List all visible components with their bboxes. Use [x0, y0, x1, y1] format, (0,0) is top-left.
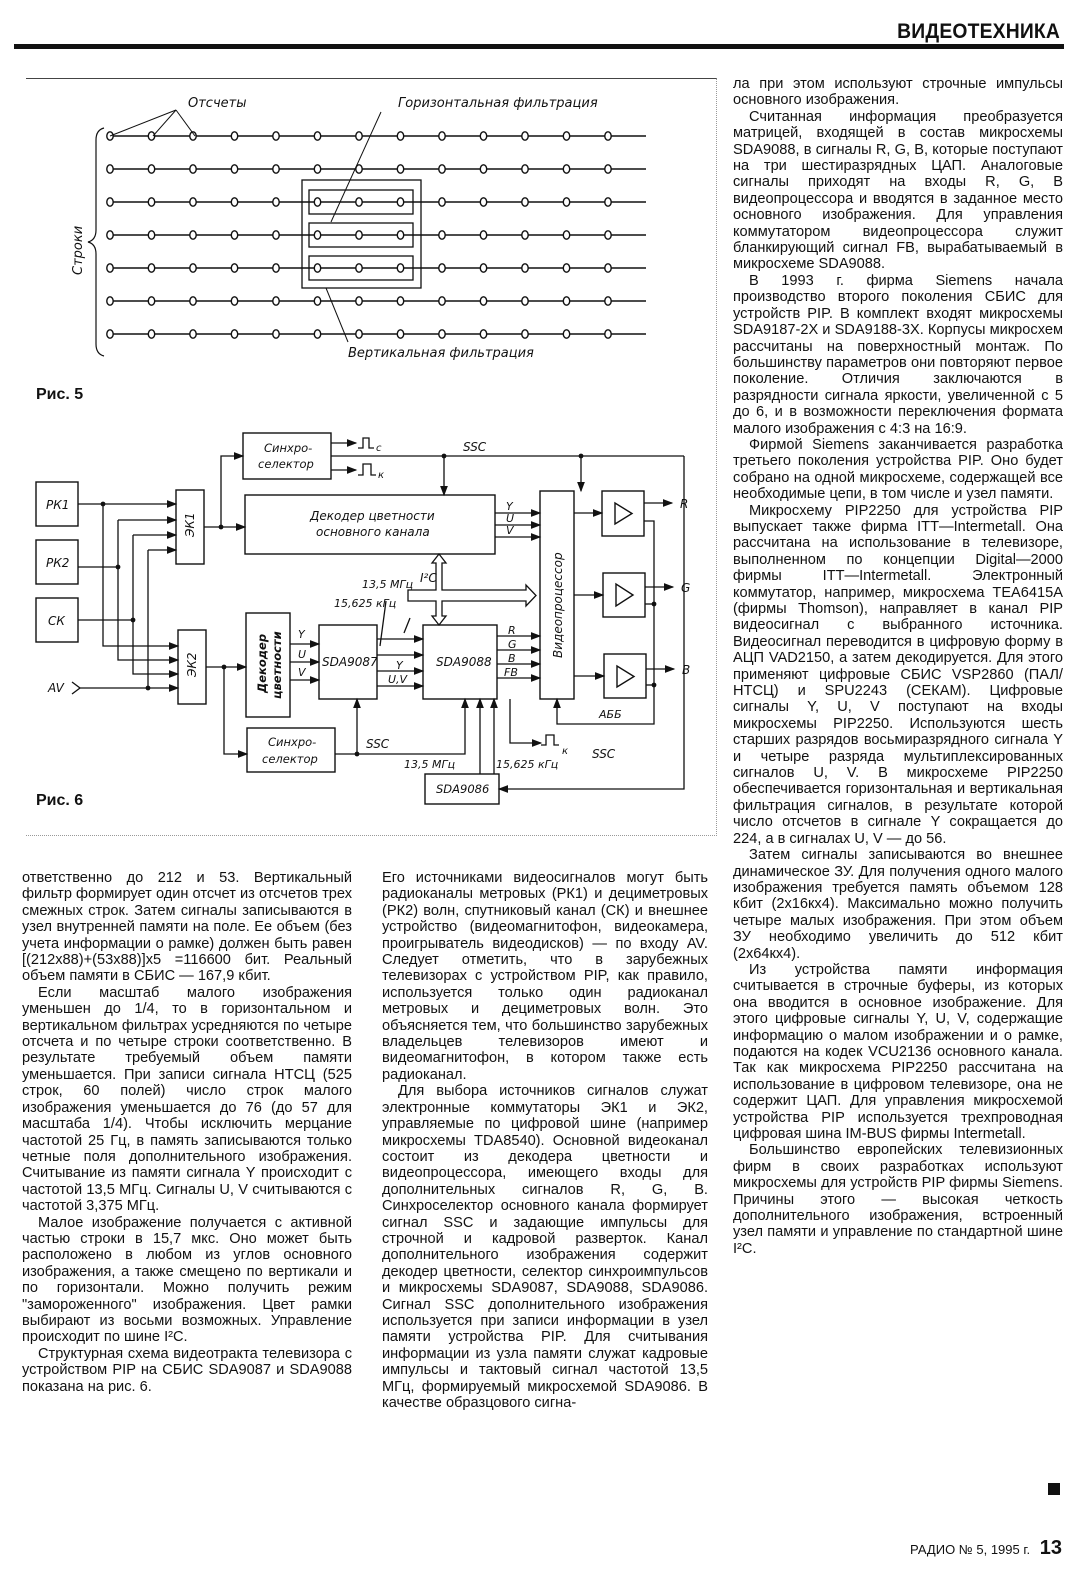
sample-point: [273, 330, 279, 338]
sample-point: [605, 198, 611, 206]
sample-point: [480, 231, 486, 239]
label-main-decoder-2: основного канала: [316, 525, 430, 539]
label-sda9086: SDA9086: [436, 782, 490, 796]
sample-point: [439, 264, 445, 272]
sample-point: [439, 132, 445, 140]
label-sync-aux-1: Синхро-: [268, 735, 317, 749]
sample-point: [480, 330, 486, 338]
signal-13-5mhz-bottom: 13,5 МГц: [404, 758, 456, 771]
signal-u-main: U: [506, 512, 515, 525]
label-aux-decoder-1: Декодер: [255, 633, 269, 693]
end-of-article-mark: [1048, 1483, 1060, 1495]
signal-13-5mhz-top: 13,5 МГц: [362, 578, 414, 591]
sample-point: [522, 264, 528, 272]
paragraph: Считанная информация преобразуется матрицей, входящей в состав микросхемы SDA9088, в сигналы R, G, B, которые поступают на три шестиразрядных ЦАП. Аналоговые сигналы приходят на входы R, G, B видеопроцессора и вводятся в заданное место основного изображения. Для управления коммутатором видеопроцессора служит бланкирующий сигнал FB, вырабатываемый в микросхеме SDA9088.: [733, 108, 1063, 273]
signal-15-625khz-top: 15,625 кГц: [334, 597, 397, 610]
sample-point: [439, 165, 445, 173]
sample-point: [231, 231, 237, 239]
sample-point: [148, 165, 154, 173]
sample-point: [148, 264, 154, 272]
paragraph: Затем сигналы записываются во внешнее динамическое ЗУ. Для получения одного малого изображения требуется память объемом 128 кбит (2x16кx4). Максимально можно получить четыре малых изображения. При этом объем ЗУ необходимо увеличить до 512 кбит (2x64кx4).: [733, 847, 1063, 962]
paragraph: Для выбора источников сигналов служат электронные коммутаторы ЭК1 и ЭК2, управляемые по цифровой шине (например микросхемы TDA8540). Основной видеоканал состоит из декодера цветности и видеопроцессора, имеющего входы для дополнительных сигналов R, G, B. Синхроселектор основного канала формирует сигнал SSC и задающие импульсы для строчной и кадровой разверток. Канал дополнительного изображения содержит декодер цветности, селектор синхроимпульсов и микросхемы SDA9087, SDA9088, SDA9086. Сигнал SSC дополнительного изображения используется при записи информации в узел памяти устройства PIP. Для считывания информации из узла памяти служат кадровые импульсы и тактовый сигнал частотой 13,5 МГц, формируемый микросхемой SDA9086. В качестве образцового сигна-: [382, 1083, 708, 1411]
sample-point: [107, 264, 113, 272]
sample-point: [190, 330, 196, 338]
sample-point: [356, 297, 362, 305]
signal-y-main: Y: [506, 500, 513, 513]
label-sync-main-1: Синхро-: [264, 441, 313, 455]
signal-uv-sda9087-out: U,V: [388, 673, 408, 686]
sample-point: [148, 198, 154, 206]
signal-pulse-k: к: [378, 470, 385, 481]
section-title: ВИДЕОТЕХНИКА: [897, 20, 1060, 43]
paragraph: Микросхему PIP2250 для устройства PIP выпускает также фирма ITT—Intermetall. Она рассчитана на использование в телевизоре, выполненном по концепции Digital—2000 фирмы ITT—Intermetall. Электронный коммутатор, например, микросхема TEA6415A (фирмы Thomson), направляет в канал PIP видеосигнал с выбранного источника. Видеосигнал переводится в цифровую форму в АЦП VAD2150, а затем декодируется. Для этого применяют цифровые СБИС VSP2860 (ПАЛ/НТСЦ) и SPU2243 (СЕКАМ). Цифровые сигналы Y, U, V поступают на входы микросхемы PIP2250. Используются шесть старших разрядов восьмиразрядного сигнала Y и четыре разряда мультиплексированных сигналов U, V. В микросхеме PIP2250 обеспечивается горизонтальная и вертикальная фильтрация сигналов, в результате которой число отсчетов в сигнале Y сокращается до 224, а в сигналах U, V — до 56.: [733, 502, 1063, 847]
label-sda9087: SDA9087: [322, 655, 378, 669]
label-main-decoder-1: Декодер цветности: [310, 509, 435, 523]
sample-point: [148, 330, 154, 338]
sample-point: [480, 198, 486, 206]
block-sync-selector-main: [243, 433, 331, 479]
label-sk: СК: [48, 614, 65, 628]
sample-point: [605, 264, 611, 272]
paragraph: Его источниками видеосигналов могут быть радиоканалы метровых (РК1) и дециметровых (РК2) волн, спутниковый канал (СК) и внешнее устройство (видеомагнитофон, видеокамера, проигрыватель видеодисков) — по входу AV. Следует отметить, что в зарубежных телевизорах с устройством PIP, как правило, используется только один радиоканал метровых и дециметровых волн. Это объясняется тем, что большинство зарубежных владельцев телевизоров имеют и видеомагнитофон, в котором также есть радиоканал.: [382, 870, 708, 1083]
sample-point: [439, 330, 445, 338]
sample-point: [397, 198, 403, 206]
sample-point: [314, 264, 320, 272]
sample-point: [439, 297, 445, 305]
sample-point: [356, 231, 362, 239]
figure-6-caption: Рис. 6: [36, 792, 84, 809]
label-ek2: ЭК2: [185, 652, 199, 677]
sample-point: [148, 132, 154, 140]
sample-point: [190, 297, 196, 305]
figure-6-block-diagram: [26, 418, 716, 818]
sample-point: [480, 132, 486, 140]
sample-point: [190, 198, 196, 206]
vertical-filtering-label: Вертикальная фильтрация: [348, 346, 534, 361]
sample-point: [522, 231, 528, 239]
page-number: 13: [1039, 1537, 1062, 1559]
signal-fb: FB: [504, 666, 518, 679]
sample-point: [107, 165, 113, 173]
sample-point: [107, 231, 113, 239]
sample-point: [439, 231, 445, 239]
sample-point: [273, 231, 279, 239]
sample-point: [397, 297, 403, 305]
sample-point: [522, 297, 528, 305]
samples-leader: [176, 110, 195, 136]
output-b: B: [682, 663, 691, 677]
horizontal-filtering-label: Горизонтальная фильтрация: [398, 96, 598, 111]
signal-v-aux: V: [298, 666, 306, 679]
i2c-bus-arrow: [408, 554, 536, 625]
sample-point: [397, 264, 403, 272]
sample-point: [563, 264, 569, 272]
sample-point: [190, 231, 196, 239]
paragraph: В 1993 г. фирма Siemens начала производство второго поколения СБИС для устройств PIP. В комплект входят микросхемы SDA9187-2X и SDA9188-3X. Корпусы микросхем рассчитаны на поверхностный монтаж. По большинству параметров они повторяют первое поколение. Отличия заключаются в разрядности сигнала яркости, увеличенной с 5 до 6, и в возможности переключения формата малого изображения с 4:3 на 16:9.: [733, 272, 1063, 437]
label-rk2: РК2: [46, 556, 70, 570]
figure-5-diagram: [26, 80, 716, 380]
sample-point: [273, 198, 279, 206]
sample-point: [273, 132, 279, 140]
sample-grid: [107, 132, 646, 338]
paragraph: Большинство европейских телевизионных фирм в своих разработках используют микросхемы для устройств PIP фирмы Siemens. Причины этого — высокая четкость дополнительного изображения, встроенный узел памяти и управление по стандартной шине I²C.: [733, 1142, 1063, 1257]
label-sync-main-2: селектор: [258, 457, 314, 471]
sample-point: [605, 132, 611, 140]
signal-pulse-c: с: [376, 443, 382, 454]
sample-point: [314, 297, 320, 305]
sample-point: [356, 330, 362, 338]
label-aux-decoder-2: цветности: [270, 631, 284, 699]
figure-5-caption: Рис. 5: [36, 386, 84, 403]
sample-point: [148, 297, 154, 305]
samples-leader: [153, 110, 176, 136]
sample-point: [397, 231, 403, 239]
sample-point: [356, 198, 362, 206]
sample-point: [190, 264, 196, 272]
signal-y-aux: Y: [298, 628, 305, 641]
sample-point: [231, 264, 237, 272]
sample-point: [273, 165, 279, 173]
rows-label: Строки: [71, 225, 86, 275]
sample-point: [107, 330, 113, 338]
label-rk1: РК1: [46, 498, 70, 512]
sample-point: [314, 165, 320, 173]
sample-point: [107, 198, 113, 206]
paragraph: Фирмой Siemens заканчивается разработка третьего поколения устройства PIP. Оно будет собрано на одной микросхеме, содержащей все необходимые цепи, в том числе и узел памяти.: [733, 436, 1063, 503]
sample-point: [563, 198, 569, 206]
sample-point: [522, 165, 528, 173]
sample-point: [314, 198, 320, 206]
sample-point: [356, 264, 362, 272]
paragraph: ла при этом используют строчные импульсы основного изображения.: [733, 76, 1063, 109]
block-amp-b: [604, 654, 646, 698]
sample-point: [563, 165, 569, 173]
paragraph: Из устройства памяти информация считывается в строчные буферы, из которых она вводится в основное изображение. Для этого цифровые сигналы Y, U, V, содержащие информацию о малом изображении и о рамке, подаются на кодек VCU2136 основного канала. Так как микросхема PIP2250 рассчитана на использование в цифровом телевизоре, она не содержит ЦАП. Для управления микросхемой устройства PIP используется трехпроводная цифровая шина IM-BUS фирмы Intermetall.: [733, 961, 1063, 1142]
sample-point: [605, 330, 611, 338]
sample-point: [522, 330, 528, 338]
sample-point: [314, 231, 320, 239]
sample-point: [190, 165, 196, 173]
signal-b: B: [508, 652, 516, 665]
sample-point: [480, 165, 486, 173]
sample-point: [397, 330, 403, 338]
signal-y-sda9087-out: Y: [396, 659, 403, 672]
sample-point: [480, 297, 486, 305]
label-ek1: ЭК1: [183, 512, 197, 537]
paragraph: ответственно до 212 и 53. Вертикальный фильтр формирует один отсчет из отсчетов трех смежных строк. Затем сигналы записываются в узел внутренней памяти на поле. Ее объем (без учета информации о рамке) должен быть равен [(212x88)+(53x88)]x5 =116600 бит. Реальный объем памяти в СБИС — 167,9 кбит.: [22, 870, 352, 985]
samples-leader: [110, 110, 176, 136]
output-g: G: [681, 581, 691, 595]
sample-point: [563, 132, 569, 140]
label-sda9088: SDA9088: [436, 655, 492, 669]
sample-point: [148, 231, 154, 239]
sample-point: [605, 297, 611, 305]
signal-av: AV: [48, 681, 64, 695]
sample-point: [605, 165, 611, 173]
sample-point: [231, 165, 237, 173]
journal-issue: РАДИО № 5, 1995 г.: [910, 1542, 1031, 1557]
samples-label: Отсчеты: [188, 96, 247, 111]
output-r: R: [680, 497, 689, 511]
sample-point: [356, 132, 362, 140]
signal-r: R: [508, 624, 516, 637]
signal-u-aux: U: [298, 648, 307, 661]
header-rule: [14, 44, 1064, 49]
sample-point: [273, 297, 279, 305]
sample-point: [107, 297, 113, 305]
signal-ssc-aux: SSC: [366, 737, 390, 751]
label-sync-aux-2: селектор: [262, 752, 318, 766]
sample-point: [522, 132, 528, 140]
text-column-middle: [382, 870, 708, 1411]
sample-point: [439, 198, 445, 206]
sample-point: [563, 231, 569, 239]
label-videoprocessor: Видеопроцессор: [551, 552, 565, 658]
sample-point: [480, 264, 486, 272]
sample-point: [231, 297, 237, 305]
signal-v-main: V: [506, 524, 514, 537]
sample-point: [231, 330, 237, 338]
paragraph: Малое изображение получается с активной частью строки в 15,7 мкс. Оно может быть расположено в любом из углов основного изображения, а также смещено по вертикали и по горизонтали. Можно получить режим "замороженного" изображения. Цвет рамки выбирают из восьми возможных. Управление происходит по шине I²C.: [22, 1214, 352, 1346]
sample-point: [397, 132, 403, 140]
sample-point: [563, 297, 569, 305]
sample-point: [231, 132, 237, 140]
horizontal-filtering-leader: [331, 112, 381, 222]
sample-point: [314, 132, 320, 140]
signal-ssc-top: SSC: [463, 440, 487, 454]
signal-g: G: [508, 638, 517, 651]
rows-brace: [88, 128, 104, 356]
sample-point: [231, 198, 237, 206]
sample-point: [605, 231, 611, 239]
signal-abb: АББ: [599, 708, 622, 721]
text-column-right: [733, 76, 1063, 1257]
signal-i2c: I²C: [420, 571, 437, 585]
sample-point: [522, 198, 528, 206]
paragraph: Если масштаб малого изображения уменьшен до 1/4, то в горизонтальном и вертикальном фильтрах усредняются по четыре отсчета и по четыре строки соответственно. В результате требуемый объем памяти уменьшается. При записи сигнала НТСЦ (525 строк, 60 полей) число строк малого изображения уменьшается до 76 (до 57 для масштаба 1/4). Чтобы исключить мерцание частотой 25 Гц, в память записываются только четные поля дополнительного изображения. Считывание из памяти сигнала Y происходит с частотой 13,5 МГц. Сигналы U, V считываются с частотой 3,375 МГц.: [22, 984, 352, 1215]
page-footer: [910, 1537, 1062, 1560]
paragraph: Структурная схема видеотракта телевизора с устройством PIP на СБИС SDA9087 и SDA9088 показана на рис. 6.: [22, 1345, 352, 1395]
signal-15-625khz-bottom: 15,625 кГц: [496, 758, 559, 771]
sample-point: [563, 330, 569, 338]
sample-point: [397, 165, 403, 173]
signal-ssc-right: SSC: [592, 747, 616, 761]
signal-pulse-k-bottom: к: [562, 746, 569, 757]
sample-point: [273, 264, 279, 272]
block-amp-g: [603, 573, 645, 617]
sample-point: [314, 330, 320, 338]
block-amp-r: [602, 491, 644, 536]
text-column-left: [22, 870, 352, 1395]
